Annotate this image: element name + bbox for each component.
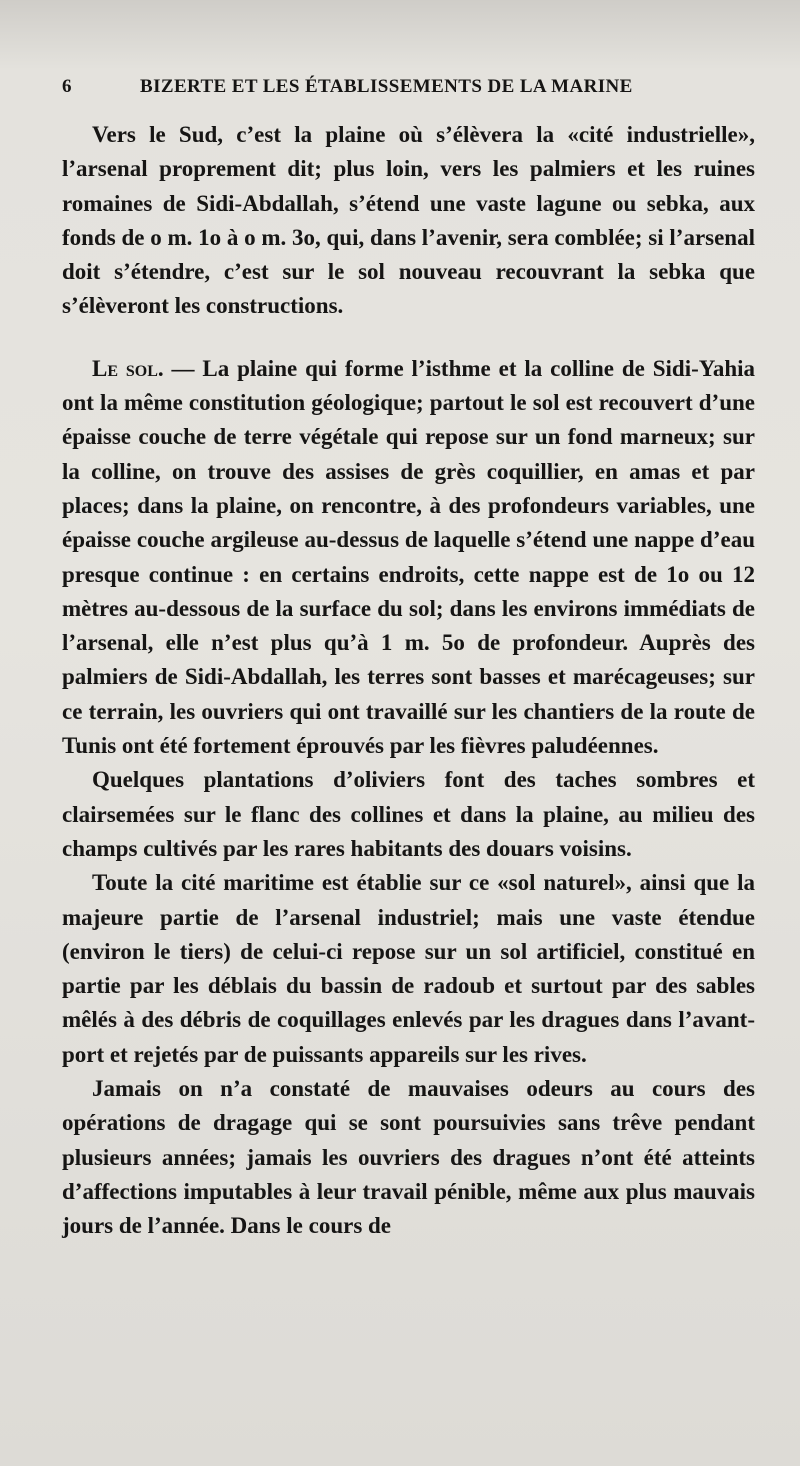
paragraph-4: Toute la cité maritime est établie sur ce «sol naturel», ainsi que la majeure partie de l’arsenal industriel; mais une vaste étendue (environ le tiers) de celui-ci repose sur un sol artificiel, constitué en partie par les déblais du bassin de radoub et surtout par des sables mêlés à des débris de coquillages enlevés par les dragues dans l’avant-port et rejetés par de puissants appareils sur les rives. (62, 870, 755, 1067)
paragraph-1: Vers le Sud, c’est la plaine où s’élèvera la «cité industrielle», l’arsenal proprement dit; plus loin, vers les palmiers et les ruines romaines de Sidi-Abdallah, s’étend une vaste lagune ou sebka, aux fonds de o m. 1o à o m. 3o, qui, dans l’avenir, sera comblée; si l’arsenal doit s’étendre, c’est sur le sol nouveau recouvrant la sebka que s’élèveront les constructions. (62, 122, 755, 319)
paragraph-5: Jamais on n’a constaté de mauvaises odeurs au cours des opérations de dragage qui se sont poursuivies sans trêve pendant plusieurs années; jamais les ouvriers des dragues n’ont été atteints d’affections imputables à leur travail pénible, même aux plus mauvais jours de l’année. Dans le cours de (62, 1076, 755, 1239)
paragraph-3: Quelques plantations d’oliviers font des taches sombres et clairsemées sur le flanc des collines et dans la plaine, au milieu des champs cultivés par les rares habitants des douars voisins. (62, 767, 755, 861)
running-head (62, 76, 752, 98)
heading-dash: — (163, 355, 203, 381)
section-heading-le-sol: Le sol. (92, 355, 164, 381)
running-title: BIZERTE ET LES ÉTABLISSEMENTS DE LA MARINE (140, 76, 633, 97)
page-number: 6 (62, 76, 72, 97)
page-body (62, 118, 755, 1244)
paragraph-2-text: La plaine qui forme l’isthme et la colline de Sidi-Yahia ont la même constitution géologique; partout le sol est recouvert d’une épaisse couche de terre végétale qui repose sur un fond marneux; sur la colline, on trouve des assises de grès coquillier, en amas et par places; dans la plaine, on rencontre, à des profondeurs variables, une épaisse couche argileuse au-dessus de laquelle s’étend une nappe d’eau presque continue : en certains endroits, cette nappe est de 1o ou 12 mètres au-dessous de la surface du sol; dans les environs immédiats de l’arsenal, elle n’est plus qu’à 1 m. 5o de profondeur. Auprès des palmiers de Sidi-Abdallah, les terres sont basses et marécageuses; sur ce terrain, les ouvriers qui ont travaillé sur les chantiers de la route de Tunis ont été fortement éprouvés par les fièvres paludéennes. (62, 355, 756, 759)
paragraph-2 (62, 352, 755, 764)
